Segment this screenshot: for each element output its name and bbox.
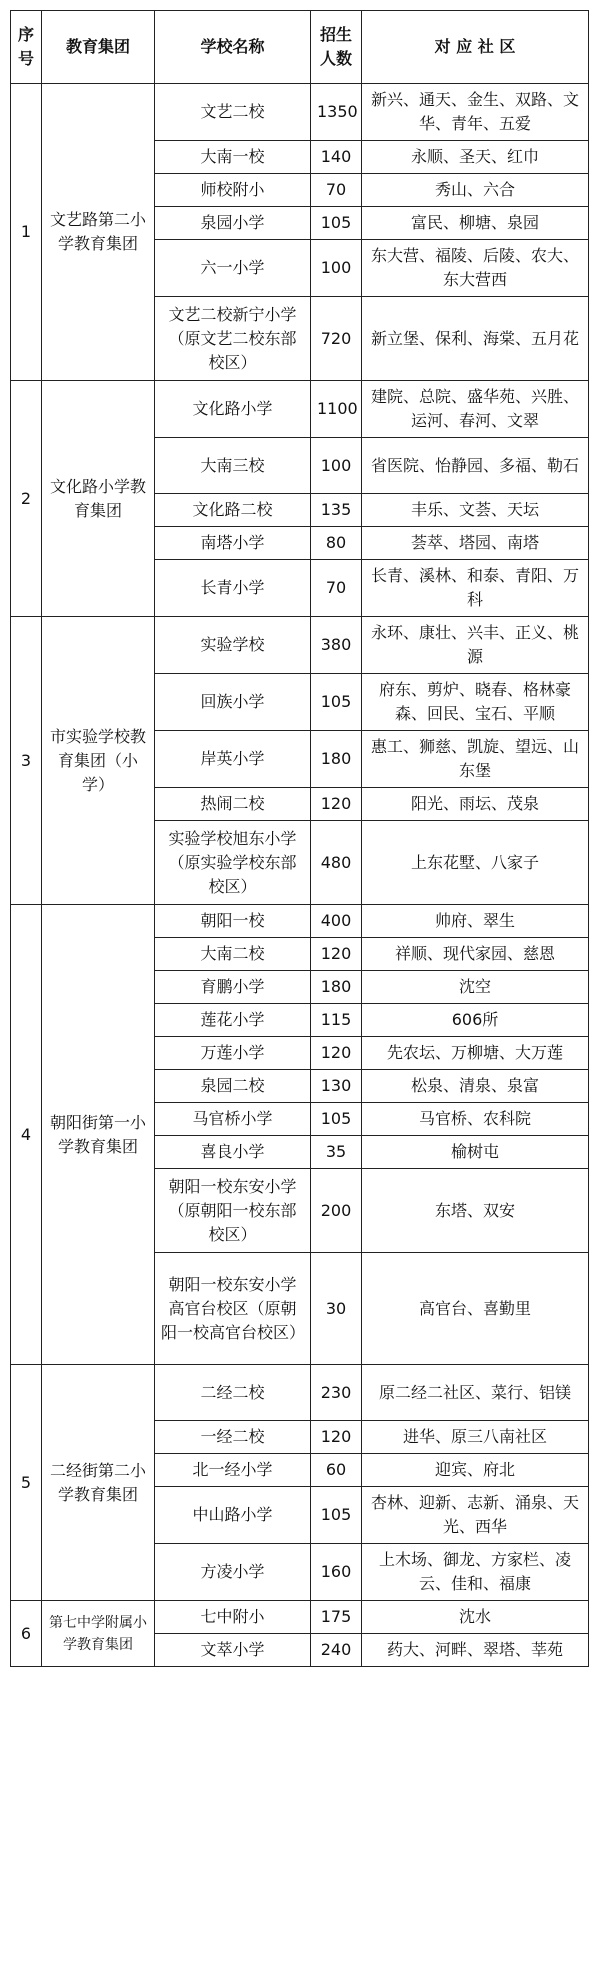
community-list: 松泉、清泉、泉富 bbox=[362, 1070, 589, 1103]
group-seq: 3 bbox=[11, 617, 42, 905]
community-list: 马官桥、农科院 bbox=[362, 1103, 589, 1136]
table-row bbox=[11, 905, 589, 938]
community-list: 永顺、圣天、红巾 bbox=[362, 141, 589, 174]
table-row bbox=[11, 1365, 589, 1421]
enroll-count: 30 bbox=[311, 1253, 362, 1365]
school-name: 育鹏小学 bbox=[155, 971, 311, 1004]
community-list: 帅府、翠生 bbox=[362, 905, 589, 938]
enroll-count: 105 bbox=[311, 1103, 362, 1136]
community-list: 省医院、怡静园、多福、勒石 bbox=[362, 438, 589, 494]
enroll-count: 175 bbox=[311, 1601, 362, 1634]
enroll-count: 1350 bbox=[311, 84, 362, 141]
school-name: 实验学校旭东小学（原实验学校东部校区） bbox=[155, 821, 311, 905]
school-name: 岸英小学 bbox=[155, 731, 311, 788]
enroll-count: 400 bbox=[311, 905, 362, 938]
enroll-count: 120 bbox=[311, 938, 362, 971]
enroll-count: 180 bbox=[311, 971, 362, 1004]
group-seq: 5 bbox=[11, 1365, 42, 1601]
community-list: 秀山、六合 bbox=[362, 174, 589, 207]
school-name: 六一小学 bbox=[155, 240, 311, 297]
school-name: 实验学校 bbox=[155, 617, 311, 674]
group-name: 二经街第二小学教育集团 bbox=[42, 1365, 155, 1601]
enroll-count: 35 bbox=[311, 1136, 362, 1169]
community-list: 杏林、迎新、志新、涌泉、天光、西华 bbox=[362, 1487, 589, 1544]
school-name: 大南三校 bbox=[155, 438, 311, 494]
school-name: 朝阳一校东安小学（原朝阳一校东部校区） bbox=[155, 1169, 311, 1253]
school-name: 一经二校 bbox=[155, 1421, 311, 1454]
school-name: 喜良小学 bbox=[155, 1136, 311, 1169]
community-list: 新兴、通天、金生、双路、文华、青年、五爱 bbox=[362, 84, 589, 141]
school-name: 回族小学 bbox=[155, 674, 311, 731]
school-name: 大南二校 bbox=[155, 938, 311, 971]
community-list: 建院、总院、盛华苑、兴胜、运河、春河、文翠 bbox=[362, 381, 589, 438]
school-name: 文艺二校新宁小学（原文艺二校东部校区） bbox=[155, 297, 311, 381]
enroll-count: 200 bbox=[311, 1169, 362, 1253]
school-name: 马官桥小学 bbox=[155, 1103, 311, 1136]
table-row bbox=[11, 1601, 589, 1634]
enroll-count: 100 bbox=[311, 438, 362, 494]
school-name: 万莲小学 bbox=[155, 1037, 311, 1070]
enroll-count: 80 bbox=[311, 527, 362, 560]
header-community: 对 应 社 区 bbox=[362, 11, 589, 84]
school-name: 南塔小学 bbox=[155, 527, 311, 560]
enroll-count: 480 bbox=[311, 821, 362, 905]
enrollment-table bbox=[10, 10, 589, 1667]
community-list: 祥顺、现代家园、慈恩 bbox=[362, 938, 589, 971]
community-list: 荟萃、塔园、南塔 bbox=[362, 527, 589, 560]
enroll-count: 105 bbox=[311, 207, 362, 240]
community-list: 进华、原三八南社区 bbox=[362, 1421, 589, 1454]
group-name: 文化路小学教育集团 bbox=[42, 381, 155, 617]
school-name: 热闹二校 bbox=[155, 788, 311, 821]
community-list: 原二经二社区、菜行、铝镁 bbox=[362, 1365, 589, 1421]
school-name: 二经二校 bbox=[155, 1365, 311, 1421]
community-list: 迎宾、府北 bbox=[362, 1454, 589, 1487]
group-name: 市实验学校教育集团（小学） bbox=[42, 617, 155, 905]
community-list: 新立堡、保利、海棠、五月花 bbox=[362, 297, 589, 381]
community-list: 沈水 bbox=[362, 1601, 589, 1634]
enroll-count: 120 bbox=[311, 1421, 362, 1454]
enroll-count: 180 bbox=[311, 731, 362, 788]
header-count: 招生人数 bbox=[311, 11, 362, 84]
school-name: 七中附小 bbox=[155, 1601, 311, 1634]
header-school: 学校名称 bbox=[155, 11, 311, 84]
enroll-count: 240 bbox=[311, 1634, 362, 1667]
table-row bbox=[11, 381, 589, 438]
group-seq: 4 bbox=[11, 905, 42, 1365]
enroll-count: 130 bbox=[311, 1070, 362, 1103]
community-list: 榆树屯 bbox=[362, 1136, 589, 1169]
enroll-count: 380 bbox=[311, 617, 362, 674]
community-list: 富民、柳塘、泉园 bbox=[362, 207, 589, 240]
community-list: 药大、河畔、翠塔、莘苑 bbox=[362, 1634, 589, 1667]
school-name: 方凌小学 bbox=[155, 1544, 311, 1601]
school-name: 长青小学 bbox=[155, 560, 311, 617]
school-name: 莲花小学 bbox=[155, 1004, 311, 1037]
enroll-count: 230 bbox=[311, 1365, 362, 1421]
community-list: 上东花墅、八家子 bbox=[362, 821, 589, 905]
header-seq: 序号 bbox=[11, 11, 42, 84]
school-name: 泉园小学 bbox=[155, 207, 311, 240]
school-name: 大南一校 bbox=[155, 141, 311, 174]
enroll-count: 720 bbox=[311, 297, 362, 381]
community-list: 606所 bbox=[362, 1004, 589, 1037]
school-name: 中山路小学 bbox=[155, 1487, 311, 1544]
enroll-count: 120 bbox=[311, 1037, 362, 1070]
enroll-count: 100 bbox=[311, 240, 362, 297]
header-group: 教育集团 bbox=[42, 11, 155, 84]
enroll-count: 1100 bbox=[311, 381, 362, 438]
group-seq: 2 bbox=[11, 381, 42, 617]
enroll-count: 140 bbox=[311, 141, 362, 174]
community-list: 阳光、雨坛、茂泉 bbox=[362, 788, 589, 821]
group-seq: 6 bbox=[11, 1601, 42, 1667]
school-name: 朝阳一校东安小学高官台校区（原朝阳一校高官台校区） bbox=[155, 1253, 311, 1365]
enroll-count: 60 bbox=[311, 1454, 362, 1487]
school-name: 文化路二校 bbox=[155, 494, 311, 527]
community-list: 长青、溪林、和泰、青阳、万科 bbox=[362, 560, 589, 617]
community-list: 沈空 bbox=[362, 971, 589, 1004]
community-list: 惠工、狮慈、凯旋、望远、山东堡 bbox=[362, 731, 589, 788]
community-list: 先农坛、万柳塘、大万莲 bbox=[362, 1037, 589, 1070]
community-list: 上木场、御龙、方家栏、凌云、佳和、福康 bbox=[362, 1544, 589, 1601]
group-name: 朝阳街第一小学教育集团 bbox=[42, 905, 155, 1365]
group-name: 文艺路第二小学教育集团 bbox=[42, 84, 155, 381]
school-name: 文萃小学 bbox=[155, 1634, 311, 1667]
enroll-count: 120 bbox=[311, 788, 362, 821]
school-name: 文艺二校 bbox=[155, 84, 311, 141]
school-name: 朝阳一校 bbox=[155, 905, 311, 938]
school-name: 师校附小 bbox=[155, 174, 311, 207]
header-row bbox=[11, 11, 589, 84]
community-list: 东大营、福陵、后陵、农大、东大营西 bbox=[362, 240, 589, 297]
school-name: 泉园二校 bbox=[155, 1070, 311, 1103]
enroll-count: 70 bbox=[311, 174, 362, 207]
enroll-count: 105 bbox=[311, 674, 362, 731]
enroll-count: 70 bbox=[311, 560, 362, 617]
enroll-count: 105 bbox=[311, 1487, 362, 1544]
community-list: 高官台、喜勤里 bbox=[362, 1253, 589, 1365]
group-seq: 1 bbox=[11, 84, 42, 381]
school-name: 文化路小学 bbox=[155, 381, 311, 438]
table-row bbox=[11, 84, 589, 141]
enroll-count: 160 bbox=[311, 1544, 362, 1601]
community-list: 永环、康壮、兴丰、正义、桃源 bbox=[362, 617, 589, 674]
table-row bbox=[11, 617, 589, 674]
school-name: 北一经小学 bbox=[155, 1454, 311, 1487]
enroll-count: 115 bbox=[311, 1004, 362, 1037]
community-list: 东塔、双安 bbox=[362, 1169, 589, 1253]
group-name: 第七中学附属小学教育集团 bbox=[42, 1601, 155, 1667]
community-list: 丰乐、文荟、天坛 bbox=[362, 494, 589, 527]
enroll-count: 135 bbox=[311, 494, 362, 527]
community-list: 府东、剪炉、晓春、格林豪森、回民、宝石、平顺 bbox=[362, 674, 589, 731]
